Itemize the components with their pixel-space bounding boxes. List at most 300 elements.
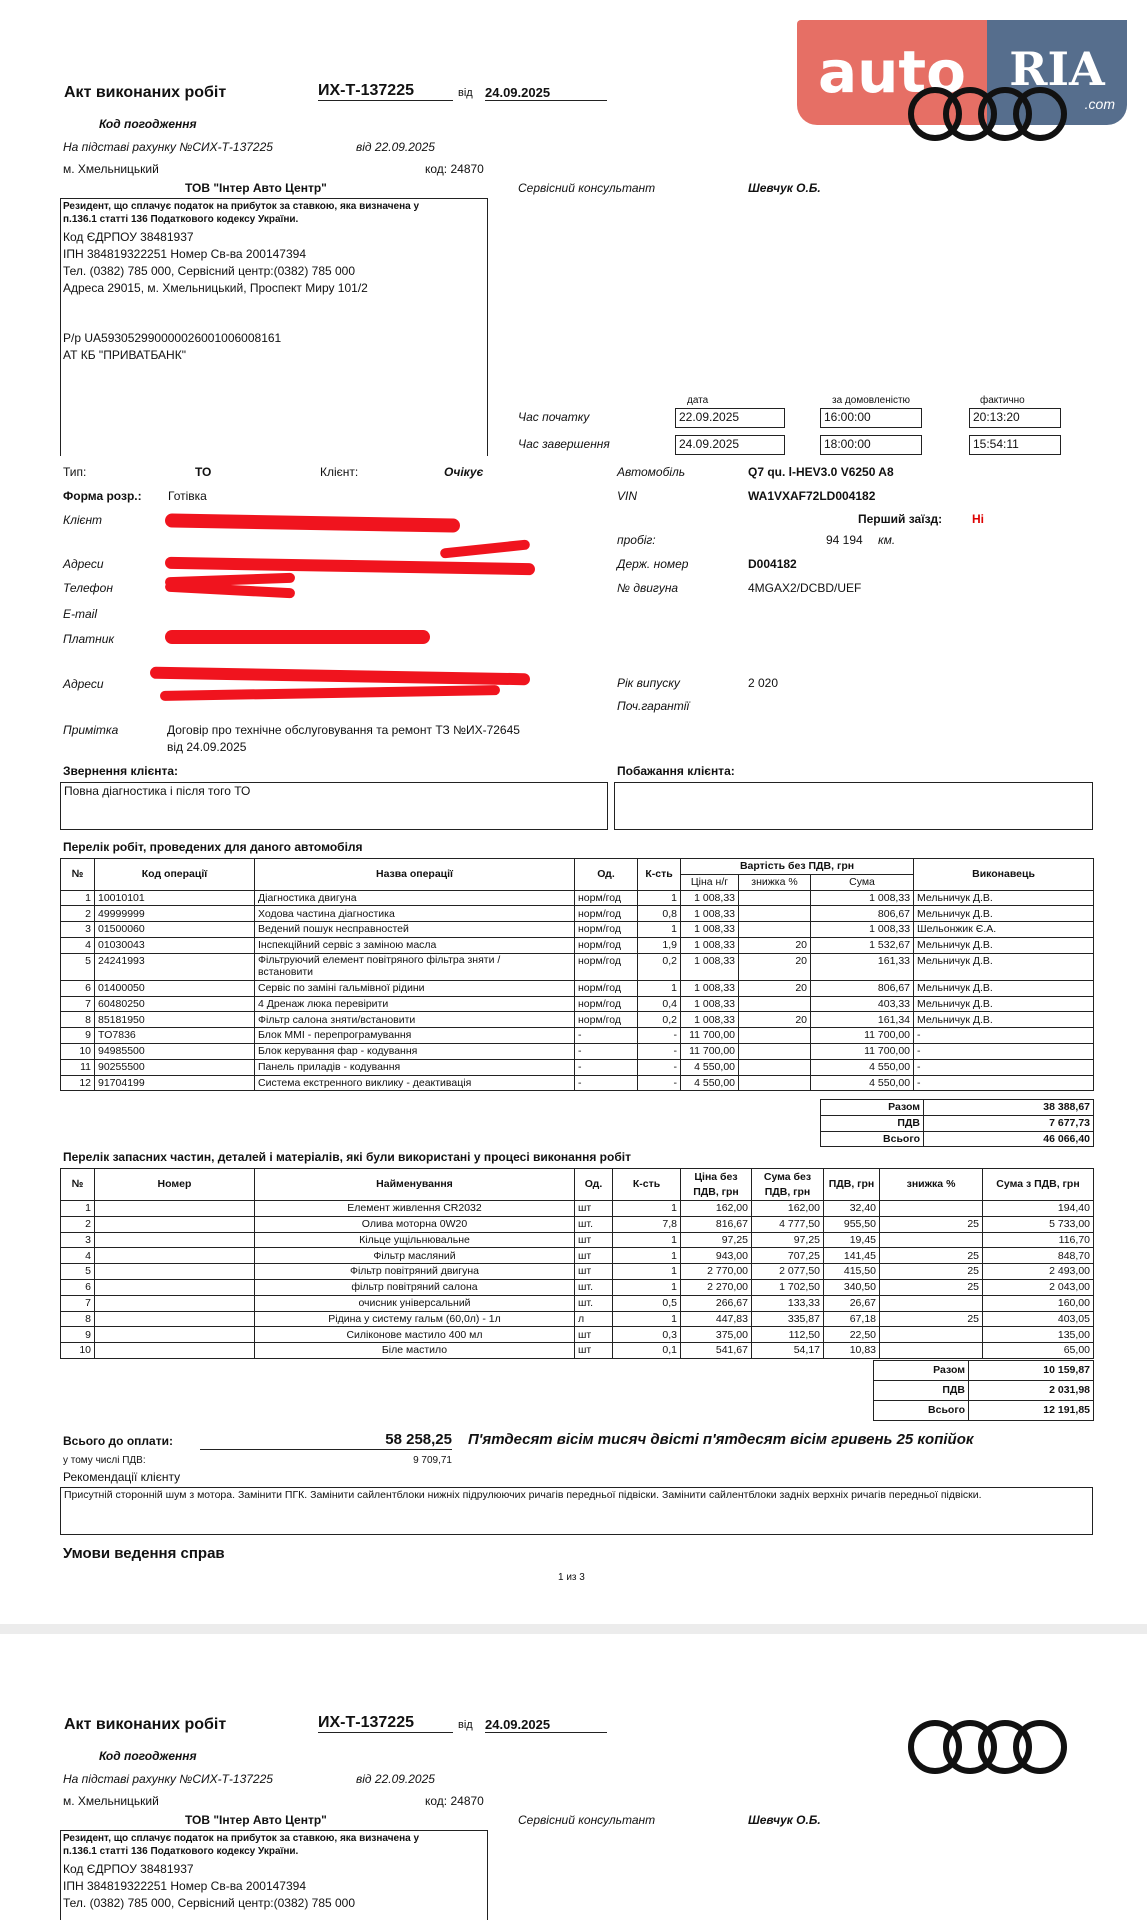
payer-label: Платник [63, 632, 115, 646]
row-no: 10 [61, 1043, 95, 1059]
op-discount: 20 [739, 937, 811, 953]
p2-city: м. Хмельницький [63, 1794, 159, 1808]
type-value: ТО [195, 465, 212, 479]
op-sum: 4 550,00 [811, 1075, 914, 1091]
part-number [95, 1343, 255, 1359]
part-sum: 4 777,50 [752, 1216, 824, 1232]
phone-label: Телефон [63, 581, 113, 595]
part-price: 162,00 [681, 1201, 752, 1217]
plate-label: Держ. номер [617, 557, 689, 571]
note-line-1: Договір про технічне обслуговування та ремонт ТЗ №ИХ-72645 [167, 723, 520, 737]
parts-table [60, 1168, 1094, 1359]
p2-resident-line-2: п.136.1 статті 136 Податкового кодексу України. [63, 1846, 299, 1857]
part-unit: шт [575, 1232, 613, 1248]
op-name: Блок керування фар - кодування [255, 1043, 575, 1059]
parts-row [61, 1295, 1094, 1311]
op-unit: норм/год [575, 1012, 638, 1028]
parts-title: Перелік запасних частин, деталей і матеріалів, які були використані у процесі виконання робіт [63, 1150, 631, 1164]
part-sum: 97,25 [752, 1232, 824, 1248]
op-executor: Мельничук Д.В. [914, 953, 1094, 980]
works-row [61, 922, 1094, 938]
row-no: 7 [61, 996, 95, 1012]
row-no: 11 [61, 1059, 95, 1075]
part-number [95, 1216, 255, 1232]
op-discount: 20 [739, 980, 811, 996]
part-vat: 67,18 [824, 1311, 880, 1327]
op-price: 1 008,33 [681, 937, 739, 953]
works-total-row [821, 1100, 1094, 1116]
part-total: 403,05 [983, 1311, 1094, 1327]
works-total-row [821, 1131, 1094, 1147]
end-date: 24.09.2025 [675, 435, 785, 455]
row-no: 9 [61, 1327, 95, 1343]
part-total: 5 733,00 [983, 1216, 1094, 1232]
total-label: Разом [821, 1100, 924, 1116]
end-agreed: 18:00:00 [820, 435, 922, 455]
mileage-unit: км. [878, 533, 896, 547]
parts-col-price-1: Ціна без [694, 1171, 738, 1184]
end-label: Час завершення [518, 437, 610, 451]
parts-col-num: Номер [95, 1169, 255, 1201]
part-price: 2 770,00 [681, 1264, 752, 1280]
op-price: 11 700,00 [681, 1028, 739, 1044]
company-name: ТОВ "Інтер Авто Центр" [185, 181, 327, 195]
parts-row [61, 1232, 1094, 1248]
op-qty: - [638, 1075, 681, 1091]
phone: Тел. (0382) 785 000, Сервісний центр:(0382) 785 000 [63, 264, 356, 278]
op-discount [739, 1043, 811, 1059]
consultant-name: Шевчук О.Б. [748, 181, 821, 195]
parts-row [61, 1327, 1094, 1343]
part-vat: 141,45 [824, 1248, 880, 1264]
p2-ipn: ІПН 384819322251 Номер Св-ва 200147394 [63, 1879, 306, 1893]
part-sum: 1 702,50 [752, 1279, 824, 1295]
part-name: Рідина у систему гальм (60,0л) - 1л [255, 1311, 575, 1327]
op-unit: - [575, 1075, 638, 1091]
recommendations-label: Рекомендації клієнту [63, 1470, 181, 1484]
part-name: Кільце ущільнювальне [255, 1232, 575, 1248]
part-number [95, 1311, 255, 1327]
part-number [95, 1295, 255, 1311]
parts-col-qty: К-сть [613, 1169, 681, 1201]
p2-basis-text: На підставі рахунку №СИХ-Т-137225 [63, 1772, 273, 1786]
parts-col-price [681, 1169, 752, 1201]
consultant-label: Сервісний консультант [518, 181, 656, 195]
part-number [95, 1264, 255, 1280]
part-total: 2 043,00 [983, 1279, 1094, 1295]
part-total: 848,70 [983, 1248, 1094, 1264]
row-no: 6 [61, 980, 95, 996]
works-col-group: Вартість без ПДВ, грн [681, 859, 914, 875]
p2-doc-date: 24.09.2025 [485, 1718, 607, 1733]
part-total: 160,00 [983, 1295, 1094, 1311]
part-total: 194,40 [983, 1201, 1094, 1217]
op-executor: Мельничук Д.В. [914, 890, 1094, 906]
total-label: ПДВ [821, 1115, 924, 1131]
part-discount: 25 [880, 1216, 983, 1232]
part-total: 135,00 [983, 1327, 1094, 1343]
works-row [61, 953, 1094, 980]
works-col-disc: знижка % [739, 874, 811, 890]
works-row [61, 1028, 1094, 1044]
part-vat: 415,50 [824, 1264, 880, 1280]
part-discount [880, 1295, 983, 1311]
start-label: Час початку [518, 410, 590, 424]
appeal-text: Повна діагностика і після того ТО [60, 782, 608, 830]
redaction-mark [165, 582, 295, 599]
op-sum: 1 008,33 [811, 922, 914, 938]
parts-totals [873, 1360, 1094, 1421]
col-actual: фактично [980, 395, 1025, 406]
col-date: дата [687, 395, 709, 406]
op-discount [739, 890, 811, 906]
part-price: 375,00 [681, 1327, 752, 1343]
part-vat: 32,40 [824, 1201, 880, 1217]
address: Адреса 29015, м. Хмельницький, Проспект Миру 101/2 [63, 281, 368, 295]
p2-consultant-label: Сервісний консультант [518, 1813, 656, 1827]
p2-code-number: код: 24870 [425, 1794, 484, 1808]
client-status: Очікує [444, 465, 484, 479]
parts-col-vat: ПДВ, грн [824, 1169, 880, 1201]
p2-from-label: від [458, 1719, 473, 1731]
parts-total-row [874, 1361, 1094, 1381]
op-sum: 4 550,00 [811, 1059, 914, 1075]
op-name: 4 Дренаж люка перевірити [255, 996, 575, 1012]
part-sum: 162,00 [752, 1201, 824, 1217]
appeal-label: Звернення клієнта: [63, 764, 179, 778]
op-sum: 1 532,67 [811, 937, 914, 953]
op-name: Сервіс по заміні гальмівної рідини [255, 980, 575, 996]
part-price: 541,67 [681, 1343, 752, 1359]
op-unit: норм/год [575, 937, 638, 953]
p2-doc-title: Акт виконаних робіт [64, 1716, 227, 1733]
op-qty: 0,4 [638, 996, 681, 1012]
start-agreed: 16:00:00 [820, 408, 922, 428]
works-row [61, 937, 1094, 953]
total-value: 38 388,67 [924, 1100, 1094, 1116]
op-unit: норм/год [575, 906, 638, 922]
op-price: 1 008,33 [681, 996, 739, 1012]
part-price: 97,25 [681, 1232, 752, 1248]
p2-phone: Тел. (0382) 785 000, Сервісний центр:(0382) 785 000 [63, 1896, 356, 1910]
part-price: 266,67 [681, 1295, 752, 1311]
op-name: Фільтр салона зняти/встановити [255, 1012, 575, 1028]
op-unit: - [575, 1059, 638, 1075]
op-discount [739, 1059, 811, 1075]
redaction-mark [150, 667, 530, 686]
op-sum: 1 008,33 [811, 890, 914, 906]
part-number [95, 1248, 255, 1264]
part-discount: 25 [880, 1311, 983, 1327]
part-sum: 707,25 [752, 1248, 824, 1264]
op-code: 10010101 [95, 890, 255, 906]
row-no: 7 [61, 1295, 95, 1311]
end-actual: 15:54:11 [969, 435, 1061, 455]
op-code: 85181950 [95, 1012, 255, 1028]
total-value: 12 191,85 [969, 1401, 1094, 1421]
total-value: 7 677,73 [924, 1115, 1094, 1131]
works-col-code: Код операції [95, 859, 255, 891]
op-unit: норм/год [575, 922, 638, 938]
op-sum: 806,67 [811, 980, 914, 996]
engine-label: № двигуна [617, 581, 679, 595]
part-total: 2 493,00 [983, 1264, 1094, 1280]
client-label: Клієнт: [320, 465, 359, 479]
op-qty: - [638, 1043, 681, 1059]
part-discount: 25 [880, 1279, 983, 1295]
works-row [61, 980, 1094, 996]
audi-logo [905, 85, 1069, 143]
op-unit: - [575, 1028, 638, 1044]
row-no: 4 [61, 1248, 95, 1264]
part-qty: 1 [613, 1264, 681, 1280]
works-row [61, 1043, 1094, 1059]
works-col-exec: Виконавець [914, 859, 1094, 891]
payform-value: Готівка [168, 489, 207, 503]
address2-label: Адреси [63, 677, 104, 691]
part-qty: 1 [613, 1201, 681, 1217]
parts-row [61, 1201, 1094, 1217]
op-discount: 20 [739, 1012, 811, 1028]
wish-label: Побажання клієнта: [617, 764, 735, 778]
part-number [95, 1201, 255, 1217]
part-vat: 19,45 [824, 1232, 880, 1248]
part-qty: 1 [613, 1248, 681, 1264]
op-sum: 161,34 [811, 1012, 914, 1028]
row-no: 6 [61, 1279, 95, 1295]
part-vat: 10,83 [824, 1343, 880, 1359]
row-no: 5 [61, 1264, 95, 1280]
parts-row [61, 1343, 1094, 1359]
parts-total-row [874, 1401, 1094, 1421]
address-label: Адреси [63, 557, 104, 571]
op-unit: - [575, 1043, 638, 1059]
redaction-mark [165, 557, 535, 575]
part-vat: 955,50 [824, 1216, 880, 1232]
start-actual: 20:13:20 [969, 408, 1061, 428]
op-code: TO7836 [95, 1028, 255, 1044]
total-value: 2 031,98 [969, 1381, 1094, 1401]
works-row [61, 1012, 1094, 1028]
part-name: Елемент живлення CR2032 [255, 1201, 575, 1217]
watermark-auto-text: auto [797, 20, 987, 125]
part-discount [880, 1343, 983, 1359]
row-no: 5 [61, 953, 95, 980]
works-col-no: № [61, 859, 95, 891]
page-separator [0, 1624, 1147, 1634]
part-sum: 2 077,50 [752, 1264, 824, 1280]
parts-col-sum-1: Сума без [763, 1171, 812, 1184]
row-no: 3 [61, 1232, 95, 1248]
car-label: Автомобіль [617, 465, 686, 479]
part-sum: 335,87 [752, 1311, 824, 1327]
p2-doc-number: ИХ-Т-137225 [318, 1714, 453, 1733]
part-unit: шт [575, 1248, 613, 1264]
part-qty: 0,5 [613, 1295, 681, 1311]
op-price: 11 700,00 [681, 1043, 739, 1059]
op-price: 4 550,00 [681, 1059, 739, 1075]
part-number [95, 1279, 255, 1295]
op-executor: Мельничук Д.В. [914, 980, 1094, 996]
op-qty: - [638, 1028, 681, 1044]
parts-row [61, 1311, 1094, 1327]
op-name-line-2: встановити [258, 966, 313, 979]
client-field-label: Клієнт [63, 513, 103, 527]
op-executor: Шельонжик Є.А. [914, 922, 1094, 938]
parts-row [61, 1248, 1094, 1264]
part-total: 116,70 [983, 1232, 1094, 1248]
part-discount [880, 1327, 983, 1343]
total-value: 10 159,87 [969, 1361, 1094, 1381]
part-vat: 22,50 [824, 1327, 880, 1343]
redaction-mark [165, 513, 460, 532]
bank-name: АТ КБ "ПРИВАТБАНК" [63, 348, 186, 362]
op-price: 1 008,33 [681, 906, 739, 922]
works-total-row [821, 1115, 1094, 1131]
op-qty: 1 [638, 890, 681, 906]
parts-row [61, 1279, 1094, 1295]
op-discount [739, 906, 811, 922]
op-price: 4 550,00 [681, 1075, 739, 1091]
parts-col-total: Сума з ПДВ, грн [983, 1169, 1094, 1201]
works-totals [820, 1099, 1094, 1147]
op-price: 1 008,33 [681, 1012, 739, 1028]
row-no: 9 [61, 1028, 95, 1044]
part-name: Біле мастило [255, 1343, 575, 1359]
parts-col-no: № [61, 1169, 95, 1201]
col-agreed: за домовленістю [832, 395, 911, 406]
op-qty: 1 [638, 922, 681, 938]
op-executor: - [914, 1028, 1094, 1044]
op-executor: - [914, 1059, 1094, 1075]
part-unit: л [575, 1311, 613, 1327]
op-discount [739, 996, 811, 1012]
note-label: Примітка [63, 723, 119, 737]
payment-vat-label: у тому числі ПДВ: [63, 1455, 146, 1466]
op-code: 01500060 [95, 922, 255, 938]
total-label: Разом [874, 1361, 969, 1381]
start-date: 22.09.2025 [675, 408, 785, 428]
doc-from-label: від [458, 87, 473, 99]
parts-total-row [874, 1381, 1094, 1401]
parts-col-name: Найменування [255, 1169, 575, 1201]
part-price: 2 270,00 [681, 1279, 752, 1295]
payment-vat: 9 709,71 [413, 1455, 452, 1466]
parts-col-unit: Од. [575, 1169, 613, 1201]
op-sum: 161,33 [811, 953, 914, 980]
p2-code-label: Код погодження [99, 1749, 197, 1763]
op-unit: норм/год [575, 980, 638, 996]
part-vat: 26,67 [824, 1295, 880, 1311]
part-qty: 7,8 [613, 1216, 681, 1232]
part-sum: 112,50 [752, 1327, 824, 1343]
part-unit: шт. [575, 1279, 613, 1295]
works-col-sum: Сума [811, 874, 914, 890]
row-no: 8 [61, 1012, 95, 1028]
op-name: Блок MMI - перепрограмування [255, 1028, 575, 1044]
watermark-com-text: .com [1084, 96, 1115, 112]
part-name: фільтр повітряний салона [255, 1279, 575, 1295]
row-no: 10 [61, 1343, 95, 1359]
mileage-value: 94 194 [826, 533, 863, 547]
resident-line-2: п.136.1 статті 136 Податкового кодексу України. [63, 214, 299, 225]
op-discount: 20 [739, 953, 811, 980]
op-name: Діагностика двигуна [255, 890, 575, 906]
doc-date: 24.09.2025 [485, 86, 607, 101]
basis-date: від 22.09.2025 [356, 140, 435, 154]
works-col-name: Назва операції [255, 859, 575, 891]
op-executor: Мельничук Д.В. [914, 906, 1094, 922]
works-table [60, 858, 1094, 1091]
part-name: очисник універсальний [255, 1295, 575, 1311]
op-price: 1 008,33 [681, 890, 739, 906]
warranty-label: Поч.гарантії [617, 699, 690, 713]
parts-col-price-2: ПДВ, грн [693, 1185, 739, 1198]
op-executor: Мельничук Д.В. [914, 1012, 1094, 1028]
part-unit: шт [575, 1201, 613, 1217]
works-col-qty: К-сть [638, 859, 681, 891]
part-name: Фільтр повітряний двигуна [255, 1264, 575, 1280]
op-executor: Мельничук Д.В. [914, 937, 1094, 953]
works-row [61, 1059, 1094, 1075]
part-name: Силіконове мастило 400 мл [255, 1327, 575, 1343]
part-discount: 25 [880, 1264, 983, 1280]
works-row [61, 996, 1094, 1012]
op-code: 91704199 [95, 1075, 255, 1091]
op-name: Ходова частина діагностика [255, 906, 575, 922]
op-discount [739, 922, 811, 938]
part-unit: шт [575, 1264, 613, 1280]
part-vat: 340,50 [824, 1279, 880, 1295]
row-no: 1 [61, 890, 95, 906]
op-price: 1 008,33 [681, 953, 739, 980]
op-code: 90255500 [95, 1059, 255, 1075]
part-unit: шт [575, 1327, 613, 1343]
part-unit: шт. [575, 1295, 613, 1311]
payment-total: 58 258,25 [200, 1432, 452, 1450]
parts-col-sum [752, 1169, 824, 1201]
op-code: 24241993 [95, 953, 255, 980]
part-unit: шт. [575, 1216, 613, 1232]
op-discount [739, 1028, 811, 1044]
works-row [61, 890, 1094, 906]
op-executor: Мельничук Д.В. [914, 996, 1094, 1012]
car-model: Q7 qu. l-HEV3.0 V6250 A8 [748, 465, 894, 479]
recommendations-text: Присутній сторонній шум з мотора. Замінити ПГК. Замінити сайлентблоки нижніх підрулюючих ричагів передньої підвіски. Замінити сайлентблоки задніх верхніх ричагів передньої підвіски. [60, 1487, 1093, 1535]
resident-line-1: Резидент, що сплачує податок на прибуток за ставкою, яка визначена у [63, 201, 420, 212]
op-name-line-1: Фільтруючий елемент повітряного фільтра зняти / [258, 953, 501, 966]
op-qty: 1 [638, 980, 681, 996]
op-unit: норм/год [575, 953, 638, 980]
op-name [255, 953, 575, 980]
p2-company-name: ТОВ "Інтер Авто Центр" [185, 1813, 327, 1827]
audi-logo-page2 [905, 1718, 1069, 1776]
op-sum: 806,67 [811, 906, 914, 922]
code-number: код: 24870 [425, 162, 484, 176]
works-col-price: Ціна н/г [681, 874, 739, 890]
op-code: 60480250 [95, 996, 255, 1012]
op-executor: - [914, 1075, 1094, 1091]
part-price: 816,67 [681, 1216, 752, 1232]
parts-row [61, 1264, 1094, 1280]
row-no: 1 [61, 1201, 95, 1217]
p2-basis-date: від 22.09.2025 [356, 1772, 435, 1786]
first-visit-value: Ні [972, 512, 984, 526]
op-name: Система екстренного виклику - деактивація [255, 1075, 575, 1091]
part-price: 447,83 [681, 1311, 752, 1327]
part-name: Олива моторна 0W20 [255, 1216, 575, 1232]
part-qty: 1 [613, 1279, 681, 1295]
